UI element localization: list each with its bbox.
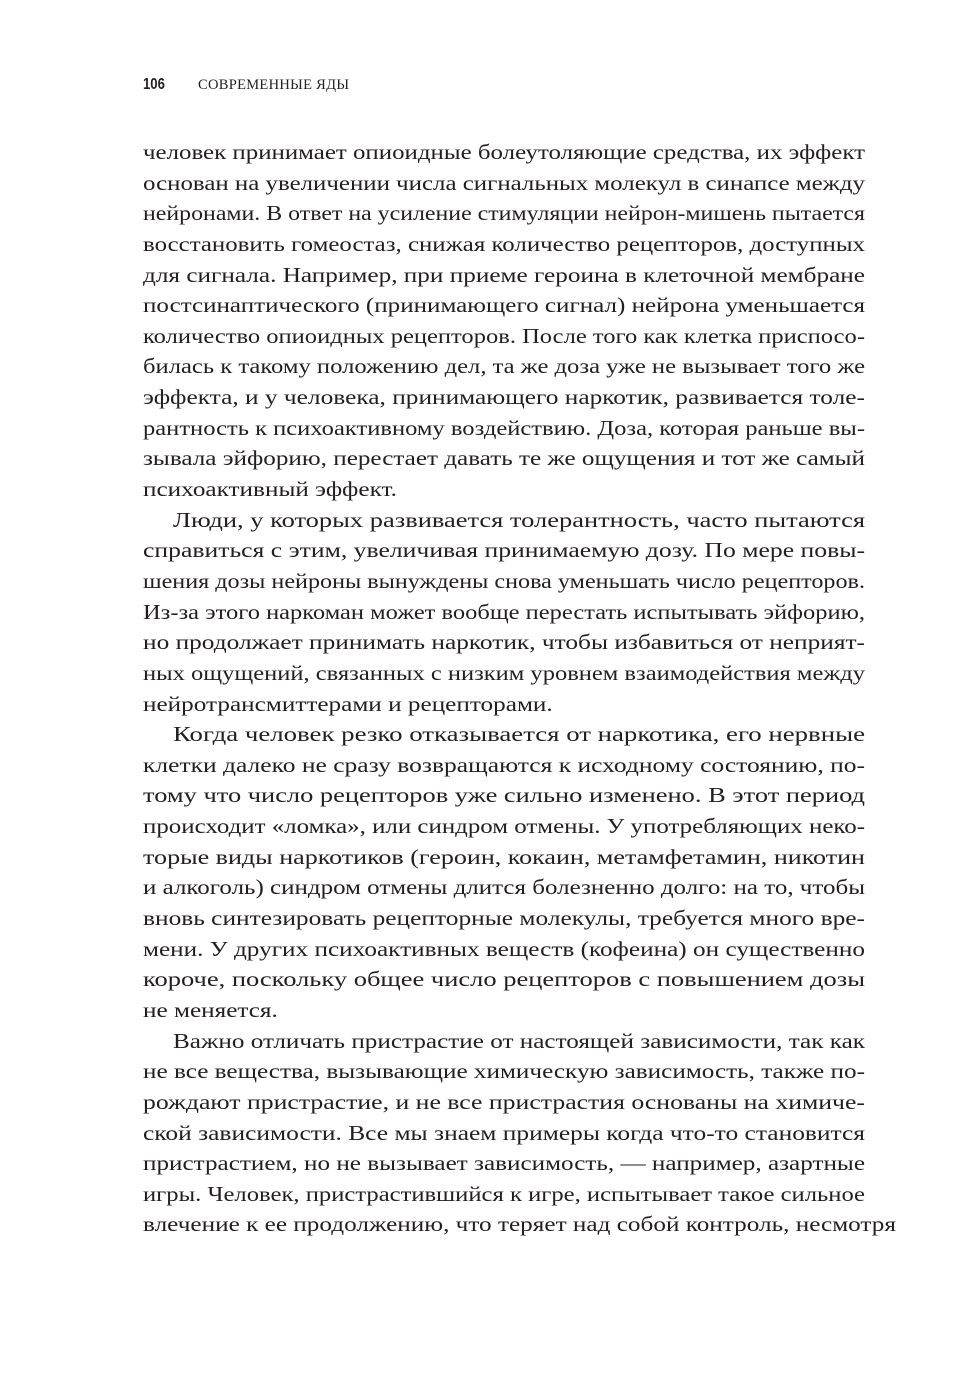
text-line <box>143 1179 865 1210</box>
text-line <box>143 1087 865 1118</box>
text-line-content: торые виды наркотиков (героин, кокаин, метамфетамин, никотин <box>143 844 866 869</box>
text-line-content: не меняется. <box>143 997 278 1022</box>
text-line <box>143 535 865 566</box>
page-number: 106 <box>143 76 165 93</box>
text-line <box>143 382 865 413</box>
text-line-content: человек принимает опиоидные болеутоляющие средства, их эффект <box>143 140 865 164</box>
paragraph <box>143 719 865 1025</box>
text-line <box>143 137 865 168</box>
text-line-content: короче, поскольку общее число рецепторов с повышением дозы <box>143 967 865 992</box>
text-line <box>143 1056 865 1087</box>
paragraph <box>143 137 865 505</box>
body-text <box>143 137 896 1240</box>
paragraph <box>143 1026 896 1240</box>
text-line <box>143 566 865 597</box>
text-line-content: психоактивный эффект. <box>143 477 397 502</box>
text-line <box>143 811 865 842</box>
text-line <box>143 627 865 658</box>
text-line <box>143 474 865 505</box>
text-line-content: рантность к психоактивному воздействию. Доза, которая раньше вы- <box>143 415 865 440</box>
text-line <box>143 351 865 382</box>
text-line-content: Важно отличать пристрастие от настоящей зависимости, так как <box>173 1028 865 1053</box>
text-line <box>143 658 865 689</box>
text-line <box>143 872 865 903</box>
text-line-content: количество опиоидных рецепторов. После того как клетка приспосо- <box>143 323 866 348</box>
text-line <box>143 443 865 474</box>
text-line-content: ных ощущений, связанных с низким уровнем взаимодействия между <box>143 660 865 685</box>
text-line <box>143 505 865 536</box>
text-line <box>143 995 865 1026</box>
text-line <box>143 903 865 934</box>
text-line-content: тому что число рецепторов уже сильно изменено. В этот период <box>143 783 865 808</box>
text-line-content: рождают пристрастие, и не все пристрастия основаны на химиче- <box>143 1089 865 1114</box>
text-line <box>143 780 865 811</box>
text-line <box>143 964 865 995</box>
text-line-content: влечение к ее продолжению, что теряет над собой контроль, несмотря <box>143 1212 896 1237</box>
text-line-content: зывала эйфорию, перестает давать те же ощущения и тот же самый <box>143 446 865 471</box>
text-line-content: Люди, у которых развивается толерантность, часто пытаются <box>173 507 866 532</box>
text-line <box>143 750 865 781</box>
text-line-content: происходит «ломка», или синдром отмены. У употребляющих неко- <box>143 814 865 839</box>
text-line <box>143 229 865 260</box>
text-line-content: Из-за этого наркоман может вообще перестать испытывать эйфорию, <box>143 599 865 624</box>
paragraph <box>143 505 865 719</box>
text-line <box>143 168 865 199</box>
text-line <box>143 198 865 229</box>
text-line-content: основан на увеличении числа сигнальных молекул в синапсе между <box>143 170 865 195</box>
text-line <box>143 413 865 444</box>
text-line <box>143 1026 865 1057</box>
text-line <box>143 719 865 750</box>
text-line-content: постсинаптического (принимающего сигнал) нейрона уменьшается <box>143 293 865 318</box>
text-line <box>143 1209 896 1240</box>
text-line-content: клетки далеко не сразу возвращаются к исходному состоянию, по- <box>143 752 865 777</box>
text-line-content: и алкоголь) синдром отмены длится болезненно долго: на то, чтобы <box>143 875 865 900</box>
text-line-content: нейротрансмиттерами и рецепторами. <box>143 691 553 716</box>
text-line-content: восстановить гомеостаз, снижая количество рецепторов, доступных <box>143 231 865 256</box>
text-line <box>143 842 865 873</box>
text-line-content: пристрастием, но не вызывает зависимость, — например, азартные <box>143 1151 865 1176</box>
text-line-content: шения дозы нейроны вынуждены снова уменьшать число рецепторов. <box>143 568 865 593</box>
text-line-content: игры. Человек, пристрастившийся к игре, испытывает такое сильное <box>143 1181 865 1206</box>
text-line <box>143 1118 865 1149</box>
text-line-content: Когда человек резко отказывается от наркотика, его нервные <box>173 722 866 747</box>
text-line-content: но продолжает принимать наркотик, чтобы избавиться от неприят- <box>143 630 865 655</box>
text-line-content: справиться с этим, увеличивая принимаемую дозу. По мере повы- <box>143 538 865 563</box>
text-line <box>143 1148 865 1179</box>
text-line-content: ской зависимости. Все мы знаем примеры когда что-то становится <box>143 1120 865 1145</box>
text-line-content: вновь синтезировать рецепторные молекулы, требуется много вре- <box>143 906 865 931</box>
text-line-content: для сигнала. Например, при приеме героина в клеточной мембране <box>143 262 865 287</box>
text-line <box>143 597 865 628</box>
text-line <box>143 689 865 720</box>
text-line-content: эффекта, и у человека, принимающего наркотик, развивается толе- <box>143 385 865 410</box>
running-head-title: СОВРЕМЕННЫЕ ЯДЫ <box>198 77 350 93</box>
text-line <box>143 260 865 291</box>
text-line <box>143 934 865 965</box>
text-line-content: нейронами. В ответ на усиление стимуляции нейрон-мишень пытается <box>143 201 865 226</box>
text-line-content: мени. У других психоактивных веществ (кофеина) он существенно <box>143 936 865 961</box>
text-line <box>143 290 865 321</box>
running-head <box>143 76 349 98</box>
text-line-content: не все вещества, вызывающие химическую зависимость, также по- <box>143 1059 865 1084</box>
text-line <box>143 321 865 352</box>
text-line-content: билась к такому положению дел, та же доза уже не вызывает того же <box>143 354 865 379</box>
